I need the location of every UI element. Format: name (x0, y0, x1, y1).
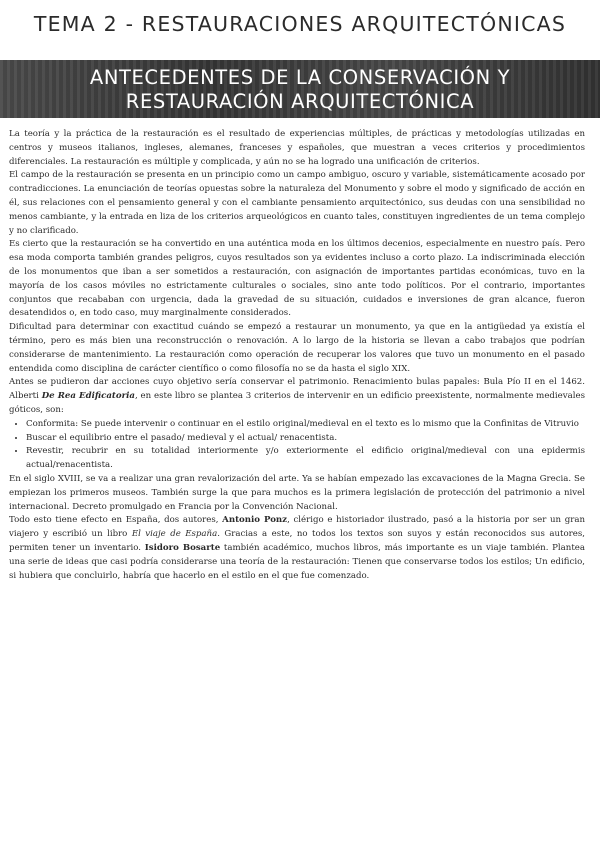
list-item: • Conformita: Se puede intervenir o continuar en el estilo original/medieval en el texto es lo mismo que la Confinitas de Vitruvio (26, 418, 585, 432)
list-item: • Revestir, recubrir en su totalidad interiormente y/o exteriormente el edificio original/medieval con una epidermis actual/renacentista. (26, 445, 585, 473)
criteria-list (9, 418, 585, 473)
body-text (9, 128, 585, 583)
paragraph-7-text-d: también académico, muchos libros, más importante es un viaje también. Plantea una serie de ideas que casi podría considerarse una teoría de la restauración: Tienen que conservarse todos los estilos; Un edificio, si hubiera que concluirlo, habría que hacerlo en el estilo en el que fue comenzado. (9, 542, 585, 581)
author-isidoro-bosarte: Isidoro Bosarte (144, 542, 221, 553)
book-title-de-rea-edificatoria: De Rea Edificatoria (41, 391, 135, 402)
paragraph-3: Es cierto que la restauración se ha convertido en una auténtica moda en los últimos decenios, especialmente en nuestro país. Pero esa moda comporta también grandes peligros, cuyos resultados son ya evidentes incluso a corto plazo. La indiscriminada elección de los monumentos que iban a ser sometidos a restauración, con asignación de importantes partidas económicas, tuvo en la mayoría de los casos móviles no estrictamente culturales o sociales, sino ante todo políticos. Por el contrario, importantes conjuntos que recababan con urgencia, dada la gravedad de su situación, cuidados e inversiones de gran alcance, fueron desatendidos o, en todo caso, muy marginalmente considerados. (9, 239, 585, 319)
topic-title: TEMA 2 - RESTAURACIONES ARQUITECTÓNICAS (33, 12, 567, 36)
section-title-line-1: ANTECEDENTES DE LA CONSERVACIÓN Y (89, 66, 511, 89)
paragraph-5-text-b: , en este libro se plantea 3 criterios de intervenir en un edificio preexistente, normalmente medievales góticos, son: (9, 391, 585, 415)
document-header (0, 0, 600, 52)
author-antonio-ponz: Antonio Ponz (222, 515, 288, 526)
paragraph-6: En el siglo XVIII, se va a realizar una gran revalorización del arte. Ya se habían empezado las excavaciones de la Magna Grecia. Se empiezan los primeros museos. También surge la que para muchos es la primera legislación de protección del patrimonio a nivel internacional. Decreto promulgado en Francia por la Convención Nacional. (9, 473, 585, 512)
section-banner (0, 60, 600, 118)
section-title-line-2: RESTAURACIÓN ARQUITECTÓNICA (125, 90, 475, 113)
paragraph-5 (9, 376, 585, 417)
paragraph-2: El campo de la restauración se presenta en un principio como un campo ambiguo, oscuro y variable, sistemáticamente acosado por contradicciones. La enunciación de teorías opuestas sobre la naturaleza del Monumento y sobre el modo y significado de acción en él, sus relaciones con el pensamiento general y con el cambiante pensamiento arquitectónico, sus deudas con una sensibilidad no menos cambiante, y la entrada en liza de los criterios arqueológicos en cuanto tales, constituyen ingredientes de un tema complejo y no clarificado. (9, 170, 585, 236)
section-title (0, 60, 600, 114)
paragraph-7-text-b: , clérigo e historiador ilustrado, pasó a la historia por ser un gran viajero y escribió un libro (9, 515, 585, 540)
book-title-viaje-de-espana: El viaje de España (131, 529, 218, 540)
paragraph-1: La teoría y la práctica de la restauración es el resultado de experiencias múltiples, de prácticas y metodologías utilizadas en centros y museos italianos, ingleses, alemanes, franceses y españoles, que muestran a veces criterios y procedimientos diferenciales. La restauración es múltiple y complicada, y aún no se ha logrado una unificación de criterios. (9, 129, 585, 167)
list-item: • Buscar el equilibrio entre el pasado/ medieval y el actual/ renacentista. (26, 432, 585, 446)
paragraph-7-text-c: . Gracias a este, no todos los textos son suyos y están reconocidos sus autores, permiten tener un inventario. (9, 529, 585, 553)
paragraph-7 (9, 514, 585, 583)
paragraph-4: Dificultad para determinar con exactitud cuándo se empezó a restaurar un monumento, ya que en la antigüedad ya existía el término, pero es más bien una reconstrucción o renovación. A lo largo de la historia se llevan a cabo trabajos que podrían considerarse de mantenimiento. La restauración como operación de recuperar los valores que tuvo un monumento en el pasado entendida como disciplina de carácter científico o como filosofía no se da hasta el siglo XIX. (9, 322, 585, 374)
paragraph-5-text-a: Antes se pudieron dar acciones cuyo objetivo sería conservar el patrimonio. Renacimiento bulas papales: Bula Pío II en el 1462. Alberti (9, 377, 585, 402)
paragraph-7-text-a: Todo esto tiene efecto en España, dos autores, (9, 515, 223, 526)
